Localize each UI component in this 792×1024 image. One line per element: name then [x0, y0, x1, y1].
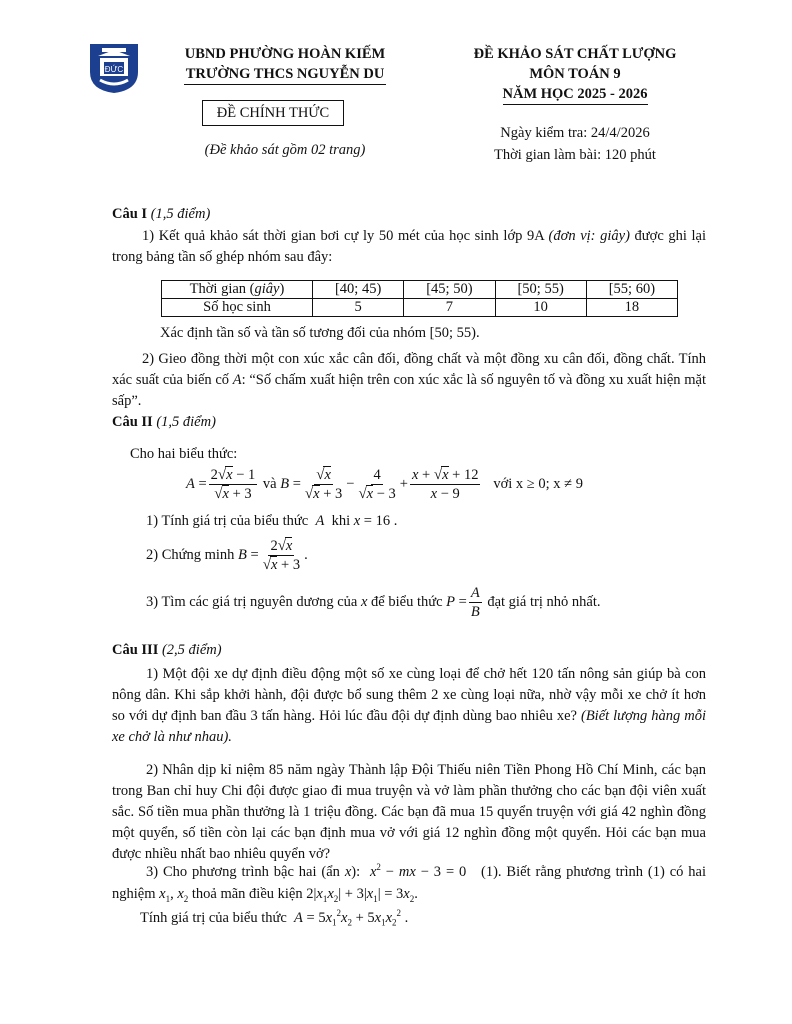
table-cell: [45; 50) [404, 281, 495, 299]
table-header-students: Số học sinh [162, 299, 313, 317]
table-cell: 7 [404, 299, 495, 317]
q2-intro: Cho hai biểu thức: [130, 446, 238, 462]
q1-part1: 1) Kết quả khảo sát thời gian bơi cự ly 50 mét của học sinh lớp 9A (đơn vị: giây) được ghi lại trong bảng tần số ghép nhóm sau đây: [112, 228, 707, 265]
q2-part1: 1) Tính giá trị của biểu thức A khi x = 16 . [146, 513, 398, 529]
table-cell: [50; 55) [495, 281, 586, 299]
logo-text: ĐỨC [104, 65, 124, 74]
q3-part3-task: Tính giá trị của biểu thức $A = 5x_1^2x_2 + 5x_1x_2^2$ . [140, 908, 409, 928]
domain-condition: với x ≥ 0; x ≠ 9 [493, 476, 583, 492]
exam-title: ĐỀ KHẢO SÁT CHẤT LƯỢNG [473, 46, 677, 62]
q2-part3: 3) Tìm các giá trị nguyên dương của x để biểu thức P = $\frac{A}{B}$ đạt giá trị nhỏ nhất. [146, 585, 601, 620]
q1-part1-task: Xác định tần số và tần số tương đối của nhóm [50; 55). [160, 325, 480, 341]
exam-date: Ngày kiểm tra: 24/4/2026 [500, 125, 650, 141]
q1-heading: Câu I (1,5 điểm) [112, 206, 211, 222]
exam-duration: Thời gian làm bài: 120 phút [494, 147, 656, 163]
table-header-time: Thời gian (giây) [162, 281, 313, 299]
official-box: ĐỀ CHÍNH THỨC [202, 100, 344, 126]
ward-name: UBND PHƯỜNG HOÀN KIẾM [184, 46, 386, 62]
q3-part3: 3) Cho phương trình bậc hai (ẩn x): $x^2$ − mx − 3 = 0 (1). Biết rằng phương trình (1) có hai nghiệm $x_1$, $x_2$ thoả mãn điều kiện $2|x_1x_2| + 3|x_1| = 3x_2$. [112, 862, 707, 904]
table-row [162, 299, 678, 317]
frequency-table [161, 280, 678, 317]
q3-part2: 2) Nhân dịp kỉ niệm 85 năm ngày Thành lập Đội Thiếu niên Tiền Phong Hồ Chí Minh, các bạn trong Ban chỉ huy Chi đội được giao đi mua truyện và vở làm phần thưởng cho các bạn đội viên xuất sắc. Số tiền mua phần thưởng là 1 triệu đồng. Các bạn đã mua 15 quyển truyện với giá 42 nghìn đồng một quyển, số tiền còn lại các bạn định mua vở với giá 12 nghìn đồng một quyển. Hỏi các bạn mua được nhiều nhất bao nhiêu quyển vở? [112, 762, 706, 862]
table-row [162, 281, 678, 299]
page-note: (Đề khảo sát gồm 02 trang) [204, 142, 366, 158]
q2-part2: 2) Chứng minh B = $\frac{2√x}{√x + 3}$ . [146, 538, 308, 573]
q3-heading: Câu III (2,5 điểm) [112, 642, 222, 658]
expressions-ab: A = $\frac{2√x - 1}{√x + 3}$ và B = $\frac{√x}{√x + 3}$ − $\frac{4}{√x - 3}$ + $\frac{x + √x + 12}{x - 9}$ với x ≥ 0; x ≠ 9 [186, 467, 583, 502]
school-logo [88, 42, 140, 94]
subject: MÔN TOÁN 9 [529, 66, 621, 82]
table-cell: [40; 45) [313, 281, 404, 299]
table-cell: 18 [586, 299, 677, 317]
q2-heading: Câu II (1,5 điểm) [112, 414, 216, 430]
table-cell: 5 [313, 299, 404, 317]
table-cell: 10 [495, 299, 586, 317]
school-name: TRƯỜNG THCS NGUYỄN DU [184, 64, 387, 85]
q1-part2: 2) Gieo đồng thời một con xúc xắc cân đối, đồng chất và một đồng xu cân đối, đồng chất. Tính xác suất của biến cố A: “Số chấm xuất hiện trên con xúc xắc là số nguyên tố và đồng xu xuất hiện mặt sấp”. [112, 351, 706, 409]
q3-part1: 1) Một đội xe dự định điều động một số xe cùng loại để chở hết 120 tấn nông sản giúp bà con nông dân. Khi sắp khởi hành, đội được bổ sung thêm 2 xe cùng loại nữa, nhờ vậy mỗi xe chở ít hơn so với dự định ban đầu 3 tấn hàng. Hỏi lúc đầu đội dự định dùng bao nhiêu xe? (Biết lượng hàng mỗi xe chở là như nhau). [112, 666, 707, 745]
table-cell: [55; 60) [586, 281, 677, 299]
school-year: NĂM HỌC 2025 - 2026 [503, 84, 648, 105]
